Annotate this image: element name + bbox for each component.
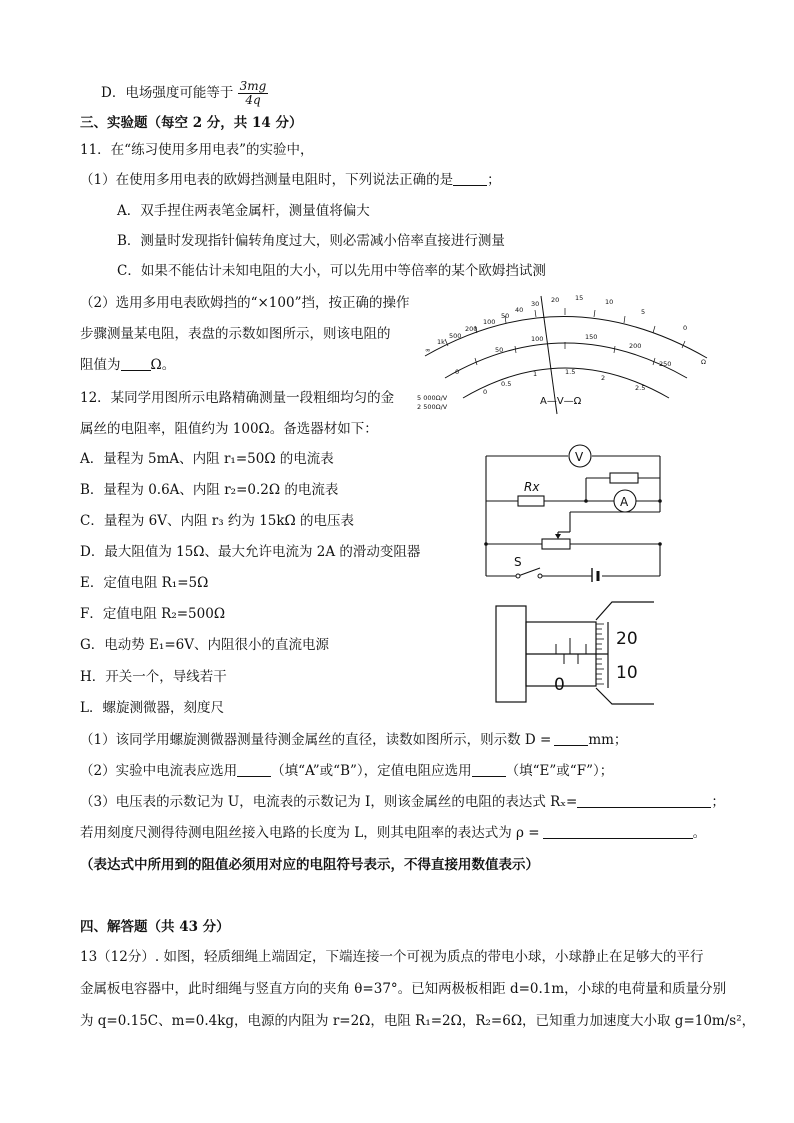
ac-tick-label: 2 [601, 374, 606, 382]
q12-part1 [80, 731, 627, 749]
q11-part2-line3 [80, 356, 175, 374]
dc-tick-label: 250 [659, 360, 672, 368]
q11-option-c: C．如果不能估计未知电阻的大小，可以先用中等倍率的某个欧姆挡试测 [117, 263, 546, 279]
q13-line1: 13（12分）. 如图，轻质细绳上端固定，下端连接一个可视为质点的带电小球，小球静止在足够大的平行 [80, 949, 704, 965]
multimeter-dial-figure [415, 286, 715, 416]
ac-tick-label: 2.5 [635, 384, 646, 392]
q13-line2: 金属板电容器中，此时细绳与竖直方向的夹角 θ=37°。已知两极板相距 d=0.1m，小球的电荷量和质量分别 [80, 981, 727, 997]
q12-note: （表达式中所用到的阻值必须用对应的电阻符号表示，不得直接用数值表示） [80, 857, 539, 873]
rheostat-icon [542, 539, 570, 549]
q12-option-h: H．开关一个，导线若干 [80, 669, 227, 685]
resistor-rx-icon [518, 496, 544, 506]
q11-part1 [80, 171, 501, 189]
ac-tick-label: 0.5 [501, 380, 512, 388]
q13-line3: 为 q=0.15C、m=0.4kg，电源的内阻为 r=2Ω，电阻 R₁=2Ω，R₂=6Ω，已知重力加速度大小取 g=10m/s²， [80, 1013, 756, 1029]
dc-tick-label: 100 [531, 335, 544, 343]
q12-part4-text: 若用刻度尺测得待测电阻丝接入电路的长度为 L，则其电阻率的表达式为 ρ = [80, 825, 540, 841]
answer-blank[interactable] [577, 793, 711, 808]
q11-option-b: B．测量时发现指针偏转角度过大，则必需减小倍率直接进行测量 [117, 233, 505, 249]
q12-option-f: F．定值电阻 R₂=500Ω [80, 606, 226, 622]
ammeter-label: A [620, 495, 629, 509]
q12-part2-text-3: （填“E”或“F”）； [505, 763, 614, 779]
q12-option-e: E．定值电阻 R₁=5Ω [80, 575, 209, 591]
q11-stem: 11．在“练习使用多用电表”的实验中， [80, 142, 314, 158]
q11-part1-end: ； [487, 172, 501, 188]
micrometer-figure [492, 598, 654, 706]
ohm-tick-label: 5 [641, 308, 646, 316]
q11-part2-line1: （2）选用多用电表欧姆挡的“×100”挡，按正确的操作 [80, 295, 410, 311]
q11-option-a: A．双手捏住两表笔金属杆，测量值将偏大 [117, 203, 370, 219]
q11-part1-text: （1）在使用多用电表的欧姆挡测量电阻时，下列说法正确的是 [80, 172, 454, 188]
q12-option-a: A．量程为 5mA、内阻 r₁=50Ω 的电流表 [80, 451, 334, 467]
q10-option-d [101, 80, 268, 107]
q10-fraction [238, 80, 269, 107]
q11-part2-unit: Ω。 [150, 357, 176, 373]
ohm-tick-label: 20 [551, 296, 560, 304]
q12-part3-end: ； [711, 794, 725, 810]
q12-part4-end: 。 [692, 825, 707, 841]
q12-part1-unit: mm； [588, 732, 628, 748]
ohm-tick-label: 15 [575, 294, 584, 302]
q10-fraction-denominator: 4q [245, 93, 261, 107]
q12-option-g: G．电动势 E₁=6V、内阻很小的直流电源 [80, 637, 329, 653]
q12-stem-line1: 12．某同学用图所示电路精确测量一段粗细均匀的金 [80, 390, 395, 406]
q10-fraction-numerator: 3mg [239, 79, 267, 93]
ohm-tick-label: 10 [605, 298, 614, 306]
q12-option-l: L．螺旋测微器，刻度尺 [80, 700, 224, 716]
q11-part2-line3-text: 阻值为 [80, 357, 121, 373]
circuit-diagram [480, 440, 670, 582]
section-4-title: 四、解答题（共 43 分） [80, 919, 230, 935]
ohm-tick-label: 50 [501, 312, 510, 320]
q12-option-d: D．最大阻值为 15Ω、最大允许电流为 2A 的滑动变阻器 [80, 544, 421, 560]
ohm-tick-label: 500 [449, 332, 462, 340]
ohm-tick-label: 40 [515, 306, 524, 314]
switch-label: S [514, 555, 522, 569]
answer-blank[interactable] [472, 762, 506, 777]
q12-part4 [80, 824, 706, 842]
q12-part2-text: （2）实验中电流表应选用 [80, 763, 238, 779]
answer-blank[interactable] [237, 762, 271, 777]
q12-part1-text: （1）该同学用螺旋测微器测量待测金属丝的直径，读数如图所示，则示数 D = [80, 732, 552, 748]
dc-tick-label: 50 [495, 346, 504, 354]
answer-blank[interactable] [543, 824, 693, 839]
micrometer-scale-20: 20 [616, 629, 638, 649]
ohm-tick-label: ∞ [425, 346, 431, 354]
q12-part2-text-2: （填“A”或“B”），定值电阻应选用 [271, 763, 472, 779]
dc-tick-label: 150 [585, 333, 598, 341]
micrometer-scale-10: 10 [616, 663, 638, 683]
resistor-rx-label: Rx [524, 480, 540, 494]
ac-tick-label: 0 [483, 388, 488, 396]
q12-part2 [80, 762, 613, 780]
q12-part3 [80, 793, 725, 811]
voltmeter-label: V [575, 450, 584, 464]
ohm-unit-label: Ω [701, 358, 706, 366]
dc-tick-label: 0 [455, 368, 460, 376]
q12-option-b: B．量程为 0.6A、内阻 r₂=0.2Ω 的电流表 [80, 482, 339, 498]
dc-tick-label: 200 [629, 342, 642, 350]
ohm-tick-label: 0 [683, 324, 688, 332]
ohm-tick-label: 30 [531, 300, 540, 308]
q12-option-c: C．量程为 6V、内阻 r₃ 约为 15kΩ 的电压表 [80, 513, 355, 529]
ohm-tick-label: 200 [465, 325, 478, 333]
fixed-resistor-icon [610, 473, 638, 483]
answer-blank[interactable] [453, 171, 487, 186]
ohm-tick-label: 1k [437, 338, 445, 346]
ac-tick-label: 1 [533, 370, 538, 378]
q12-part3-text: （3）电压表的示数记为 U，电流表的示数记为 I，则该金属丝的电阻的表达式 Rₓ= [80, 794, 578, 810]
section-3-title: 三、实验题（每空 2 分，共 14 分） [80, 115, 303, 131]
meter-mode-label: A—V—Ω [540, 396, 582, 407]
ohm-tick-label: 100 [483, 318, 496, 326]
micrometer-scale-0: 0 [554, 675, 565, 695]
q10-option-d-text: D．电场强度可能等于 [101, 85, 234, 101]
answer-blank[interactable] [554, 731, 588, 746]
ac-tick-label: 1.5 [565, 368, 576, 376]
q11-part2-line2: 步骤测量某电阻，表盘的示数如图所示，则该电阻的 [80, 326, 391, 342]
sensitivity-label: 5 000Ω/V [417, 394, 448, 402]
sensitivity-label: 2 500Ω/V [417, 403, 448, 411]
q12-stem-line2: 属丝的电阻率，阻值约为 100Ω。备选器材如下： [80, 421, 378, 437]
answer-blank[interactable] [121, 356, 151, 371]
